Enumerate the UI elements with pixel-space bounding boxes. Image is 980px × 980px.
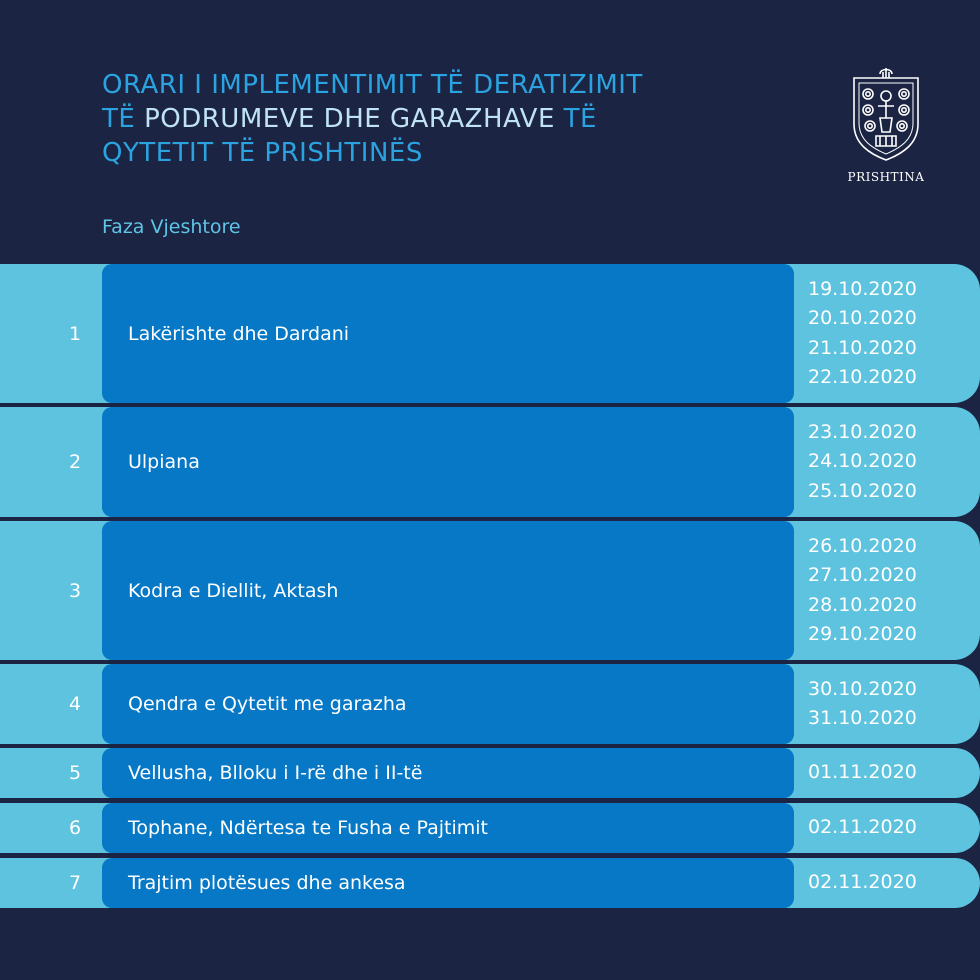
row-date: 25.10.2020 bbox=[808, 479, 917, 502]
row-dates bbox=[808, 748, 917, 798]
title-line-2-post: TË bbox=[554, 104, 597, 134]
row-date: 26.10.2020 bbox=[808, 534, 917, 557]
page-title bbox=[102, 68, 742, 170]
row-date: 31.10.2020 bbox=[808, 707, 917, 729]
row-date: 22.10.2020 bbox=[808, 366, 917, 388]
logo-text: PRISHTINA bbox=[847, 170, 925, 184]
row-number: 4 bbox=[68, 693, 82, 715]
schedule-row-3 bbox=[0, 521, 980, 660]
row-date: 21.10.2020 bbox=[808, 336, 917, 359]
schedule-row-4 bbox=[0, 664, 980, 744]
row-area: Tophane, Ndërtesa te Fusha e Pajtimit bbox=[102, 803, 794, 853]
row-date: 24.10.2020 bbox=[808, 450, 917, 473]
schedule-row-6 bbox=[0, 803, 980, 853]
row-date: 02.11.2020 bbox=[808, 816, 917, 839]
row-number: 1 bbox=[68, 322, 82, 345]
title-line-1: ORARI I IMPLEMENTIMIT TË DERATIZIMIT bbox=[102, 70, 643, 100]
row-date: 02.11.2020 bbox=[808, 871, 917, 894]
title-line-3: QYTETIT TË PRISHTINËS bbox=[102, 138, 423, 168]
row-dates bbox=[808, 803, 917, 853]
row-area: Lakërishte dhe Dardani bbox=[102, 264, 794, 403]
row-date: 01.11.2020 bbox=[808, 761, 917, 784]
title-line-2-highlight: PODRUMEVE DHE GARAZHAVE bbox=[144, 104, 555, 134]
row-number: 5 bbox=[68, 762, 82, 784]
row-date: 29.10.2020 bbox=[808, 623, 917, 645]
row-date: 20.10.2020 bbox=[808, 307, 917, 329]
row-area: Ulpiana bbox=[102, 407, 794, 517]
row-area: Vellusha, Blloku i I-rë dhe i II-të bbox=[102, 748, 794, 798]
row-dates bbox=[808, 858, 917, 908]
row-area: Trajtim plotësues dhe ankesa bbox=[102, 858, 794, 908]
title-line-2-pre: TË bbox=[102, 104, 145, 134]
row-number: 2 bbox=[68, 451, 82, 473]
row-number: 7 bbox=[68, 872, 82, 894]
row-dates bbox=[808, 664, 917, 744]
schedule-row-1 bbox=[0, 264, 980, 403]
row-date: 27.10.2020 bbox=[808, 564, 917, 586]
prishtina-logo bbox=[846, 66, 926, 184]
schedule-row-5 bbox=[0, 748, 980, 798]
row-area: Qendra e Qytetit me garazha bbox=[102, 664, 794, 744]
row-dates bbox=[808, 521, 917, 660]
row-date: 30.10.2020 bbox=[808, 677, 917, 700]
coat-of-arms-icon bbox=[850, 66, 922, 162]
row-number: 6 bbox=[68, 817, 82, 839]
row-dates bbox=[808, 264, 917, 403]
schedule-row-2 bbox=[0, 407, 980, 517]
row-date: 28.10.2020 bbox=[808, 593, 917, 616]
row-date: 19.10.2020 bbox=[808, 277, 917, 300]
row-dates bbox=[808, 407, 917, 517]
row-area: Kodra e Diellit, Aktash bbox=[102, 521, 794, 660]
phase-subtitle: Faza Vjeshtore bbox=[102, 216, 241, 238]
row-date: 23.10.2020 bbox=[808, 420, 917, 443]
schedule-row-7 bbox=[0, 858, 980, 908]
row-number: 3 bbox=[68, 579, 82, 602]
